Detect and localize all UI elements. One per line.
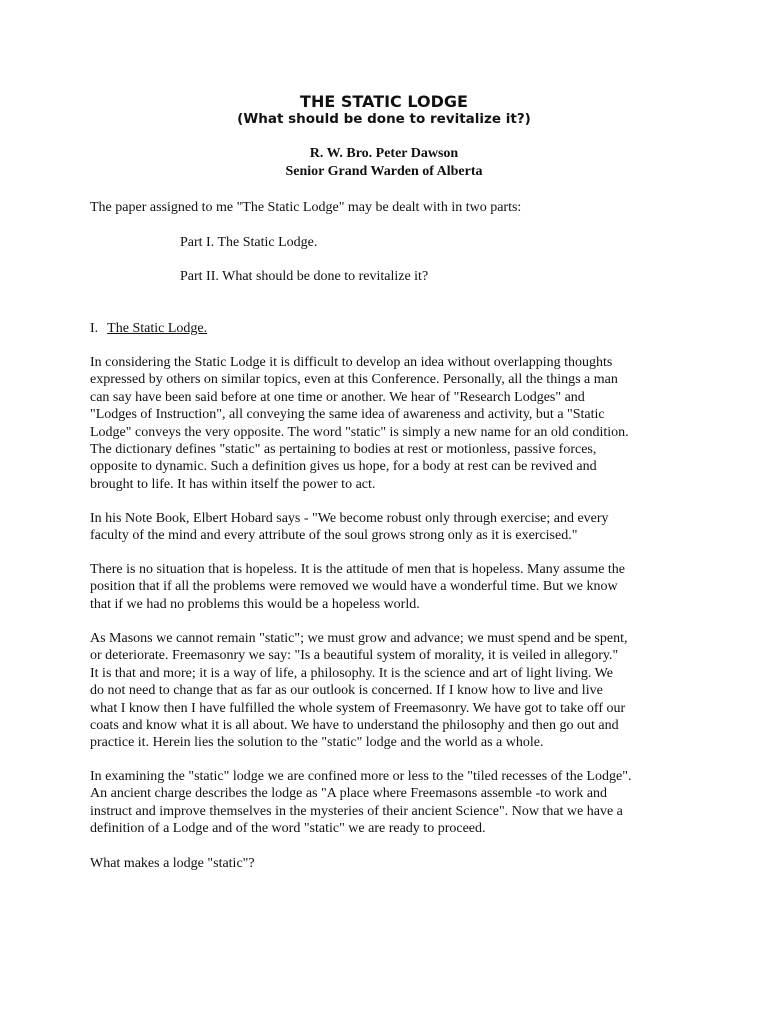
paragraph-line: In examining the "static" lodge we are confined more or less to the "tiled recesses of the Lodge". xyxy=(90,769,632,784)
intro-text: The paper assigned to me "The Static Lodge" may be dealt with in two parts: xyxy=(90,200,522,215)
paragraph-line: As Masons we cannot remain "static"; we must grow and advance; we must spend and be spent, xyxy=(90,631,628,646)
author-name: R. W. Bro. Peter Dawson xyxy=(309,146,459,161)
paragraph-as-masons xyxy=(90,630,680,752)
paragraph-line: Lodge" conveys the very opposite. The word "static" is simply a new name for an old condition. xyxy=(90,424,629,440)
paragraph-line: that if we had no problems this would be a hopeless world. xyxy=(90,596,420,612)
paragraph-line: There is no situation that is hopeless. It is the attitude of men that is hopeless. Many assume the xyxy=(90,562,626,577)
paragraph-line: instruct and improve themselves in the mysteries of their ancient Science". Now that we have a xyxy=(90,803,623,819)
document-subtitle: (What should be done to revitalize it?) xyxy=(237,111,531,127)
paragraph-examining xyxy=(90,768,680,838)
paragraph-line: what I know then I have fulfilled the whole system of Freemasonry. We have got to take off our xyxy=(90,700,626,716)
part-one-label: Part I. The Static Lodge. xyxy=(180,235,318,250)
closing-question: What makes a lodge "static"? xyxy=(90,856,255,871)
part-two-label: Part II. What should be done to revitalize it? xyxy=(180,269,429,284)
paragraph-static-lodge xyxy=(90,354,680,493)
paragraph-line: opposite to dynamic. Such a definition gives us hope, for a body at rest can be revived and xyxy=(90,459,597,475)
section-title: The Static Lodge. xyxy=(107,321,208,336)
document-title: THE STATIC LODGE xyxy=(300,92,468,111)
paragraph-line: brought to life. It has within itself the power to act. xyxy=(90,476,376,492)
paragraph-line: can say have been said before at one time or another. We hear of "Research Lodges" and xyxy=(90,389,585,405)
paragraph-line: definition of a Lodge and of the word "static" we are ready to proceed. xyxy=(90,821,486,837)
paragraph-note-book xyxy=(90,510,680,545)
paragraph-line: coats and know what it is all about. We have to understand the philosophy and then go out and xyxy=(90,718,619,734)
paragraph-line: "Lodges of Instruction", all conveying the same idea of awareness and activity, but a "Static xyxy=(90,407,605,423)
section-number: I. xyxy=(90,321,99,336)
paragraph-line: In considering the Static Lodge it is difficult to develop an idea without overlapping thoughts xyxy=(90,355,613,370)
paragraph-line: faculty of the mind and every attribute of the soul grows strong only as it is exercised." xyxy=(90,528,578,544)
author-title: Senior Grand Warden of Alberta xyxy=(285,164,483,179)
paragraph-line: expressed by others on similar topics, even at this Conference. Personally, all the things a man xyxy=(90,372,618,388)
paragraph-line: or deteriorate. Freemasonry we say: "Is a beautiful system of morality, it is veiled in allegory." xyxy=(90,648,619,664)
section-heading xyxy=(90,320,207,337)
paragraph-line: In his Note Book, Elbert Hobard says - "We become robust only through exercise; and every xyxy=(90,511,609,526)
paragraph-line: position that if all the problems were removed we would have a wonderful time. But we know xyxy=(90,579,618,595)
paragraph-line: An ancient charge describes the lodge as "A place where Freemasons assemble -to work and xyxy=(90,786,608,802)
paragraph-line: The dictionary defines "static" as pertaining to bodies at rest or motionless, passive forces, xyxy=(90,442,597,458)
paragraph-line: It is that and more; it is a way of life, a philosophy. It is the science and art of light living. We xyxy=(90,665,613,681)
paragraph-line: practice it. Herein lies the solution to the "static" lodge and the world as a whole. xyxy=(90,735,544,751)
paragraph-no-situation xyxy=(90,561,680,613)
paragraph-line: do not need to change that as far as our outlook is concerned. If I know how to live and live xyxy=(90,683,603,699)
